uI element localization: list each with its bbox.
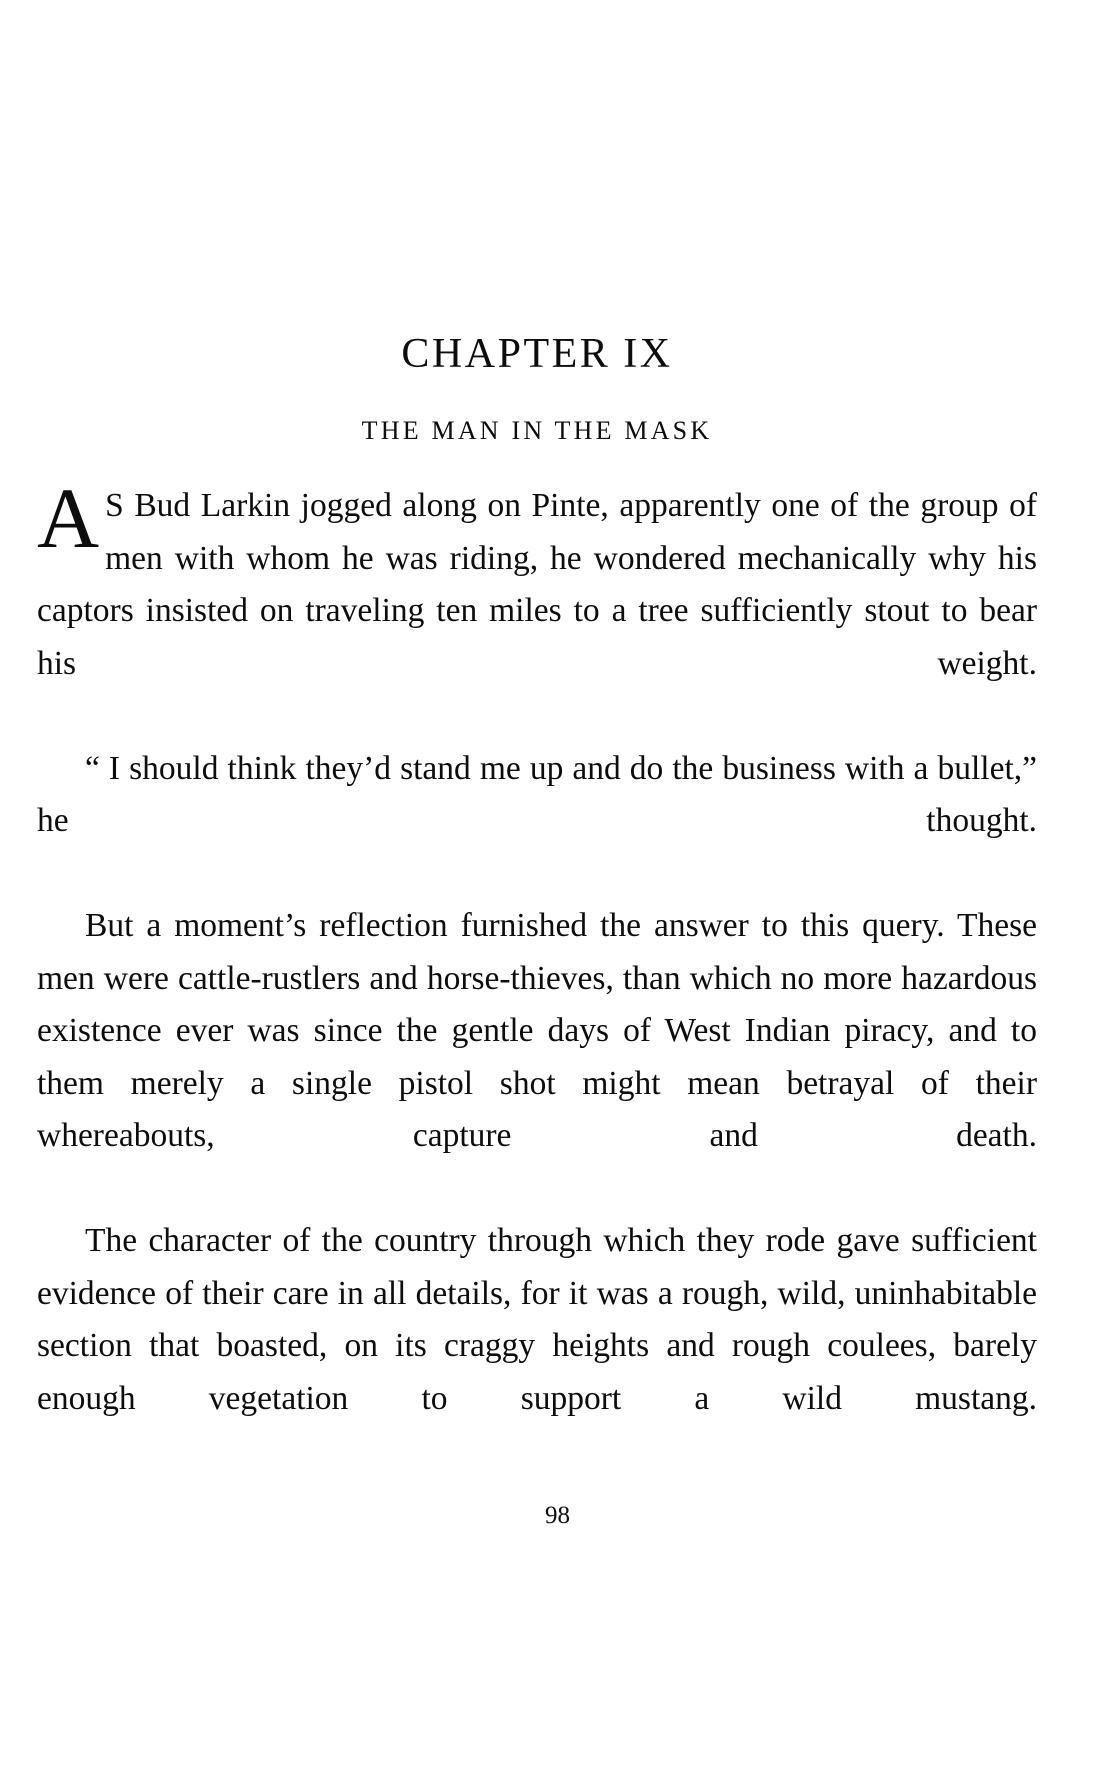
body-text [37,470,1037,1478]
drop-cap: A [37,470,100,566]
chapter-heading: CHAPTER IX [401,331,673,377]
page-number: 98 [545,1502,570,1529]
paragraph [37,900,1037,1215]
paragraph-text: “ I should think they’d stand me up and do the business with a bullet,” he thought. [37,749,1037,839]
paragraph [37,743,1037,901]
paragraph-text: The character of the country through which they rode gave sufficient evidence of their care in all details, for it was a rough, wild, uninhabitable section that boasted, on its craggy heights and rough coulees, barely enough vegetation to support a wild mustang. [37,1222,1037,1417]
chapter-subtitle: THE MAN IN THE MASK [361,416,713,445]
paragraph-text: S Bud Larkin jogged along on Pinte, apparently one of the group of men with whom he was riding, he wondered mechanically why his captors insisted on traveling ten miles to a tree sufficiently stout to bear his weight. [37,487,1037,682]
page-content [37,0,1037,1478]
paragraph [37,1215,1037,1478]
paragraph-text: But a moment’s reflection furnished the answer to this query. These men were cattle-rustlers and horse-thieves, than which no more hazardous existence ever was since the gentle days of West Indian piracy, and to them merely a single pistol shot might mean betrayal of their whereabouts, capture and death. [37,907,1037,1154]
paragraph [37,470,1037,743]
